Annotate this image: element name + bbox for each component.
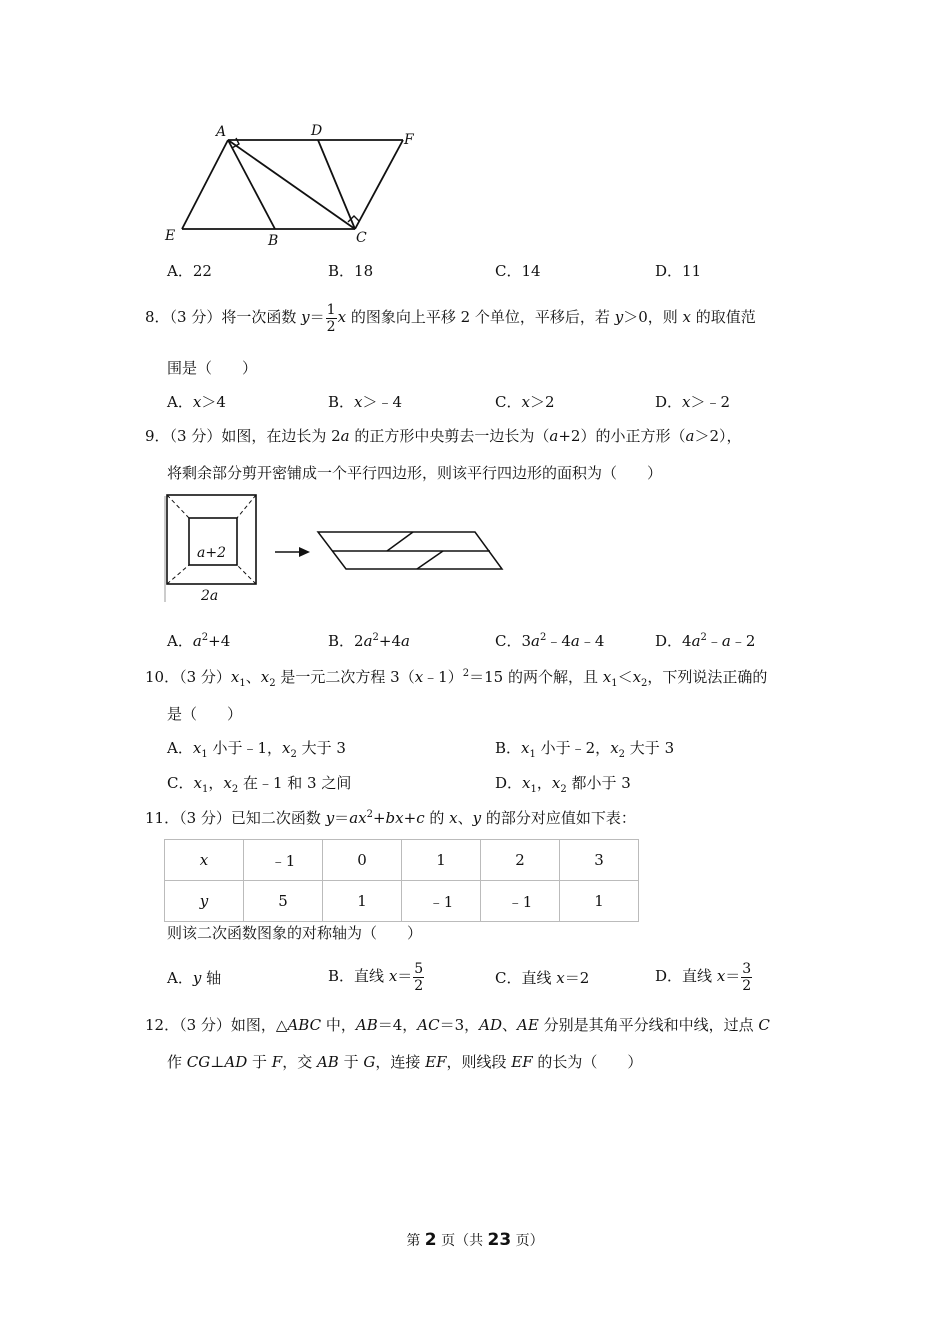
q11-line2: 则该二次函数图象的对称轴为（ ） (167, 924, 423, 942)
q7-option-d[interactable]: D．11 (655, 262, 702, 280)
q8-opt-var: x (682, 393, 691, 411)
q10-opt-text: $x_1$，$x_2$ 在﹣1 和 3 之间 (193, 774, 352, 795)
q8-score: （3 分） (169, 308, 222, 326)
table-cell: ﹣1 (481, 881, 560, 922)
footer-total: 23 (487, 1230, 512, 1250)
q10-line1 (145, 666, 767, 689)
q9-line2: 将剩余部分剪开密铺成一个平行四边形，则该平行四边形的面积为（ ） (167, 464, 663, 482)
q10-option-a[interactable] (167, 737, 346, 760)
q8-opt-letter: C． (495, 393, 522, 411)
q8-opt-rest: ＞﹣2 (690, 393, 731, 411)
table-cell: 5 (244, 881, 323, 922)
q8-func-var: y (301, 308, 310, 326)
q8-frac-num: 1 (326, 301, 336, 318)
q11-opt-fraction (413, 961, 424, 994)
q10-opt-text: $x_1$ 小于﹣2，$x_2$ 大于 3 (521, 739, 675, 760)
q9-option-c[interactable] (495, 630, 604, 651)
q11-opt-letter: A． (167, 969, 193, 987)
q9-opt-expr: $4a^2﹣a﹣2$ (682, 632, 756, 650)
q7-option-c[interactable]: C．14 (495, 262, 541, 280)
q9-option-d[interactable] (655, 630, 755, 651)
q11-line1 (145, 807, 636, 828)
q8-opt-letter: B． (328, 393, 355, 411)
q8-opt-var: x (521, 393, 530, 411)
footer-pre: 第 (406, 1233, 425, 1249)
q9-score: （3 分） (169, 427, 222, 445)
q11-opt-var: x (388, 967, 398, 985)
q9-opt-expr: $2a^2+4a$ (354, 632, 410, 650)
q8-cond: ＞0，则 (623, 308, 678, 326)
table-cell (165, 881, 244, 922)
q8-opt-letter: A． (167, 393, 193, 411)
q9-a1: a (340, 427, 350, 445)
q9-opt-letter: A． (167, 632, 193, 650)
q8-opt-rest: ＞2 (529, 393, 555, 411)
table-cell: 1 (402, 840, 481, 881)
label-A: A (216, 124, 227, 140)
q11-opt-letter: D． (655, 967, 683, 985)
label-D: D (311, 123, 323, 139)
q8-frac-den: 2 (326, 318, 336, 335)
footer-post: 页） (511, 1233, 544, 1249)
q11-opt-text: 直线 (521, 969, 557, 987)
q11-option-b[interactable] (328, 956, 425, 996)
q11-opt-eq: ＝2 (564, 969, 590, 987)
q11-frac-num: 3 (742, 960, 752, 977)
q10-option-b[interactable] (495, 737, 674, 760)
q11-opt-text: 轴 (201, 969, 222, 987)
q8-text3: 的取值范 (695, 308, 756, 326)
q11-opt-letter: C． (495, 969, 522, 987)
q10-opt-letter: C． (167, 774, 194, 792)
table-header-y: y (199, 892, 209, 910)
q8-x: x (337, 308, 347, 326)
q11-opt-text: 直线 (354, 967, 389, 985)
footer-mid: 页（共 (436, 1233, 488, 1249)
q8-line2: 围是（ ） (167, 359, 258, 377)
label-C: C (356, 230, 367, 246)
q12-text: 如图，△ABC 中，AB＝4，AC＝3，AD、AE 分别是其角平分线和中线，过点 C (230, 1016, 770, 1034)
q9-opt-letter: B． (328, 632, 355, 650)
q8-text: 将一次函数 (221, 308, 297, 326)
q11-frac-den: 2 (742, 977, 752, 994)
table-cell: 1 (560, 881, 639, 922)
table-cell: 3 (560, 840, 639, 881)
page-footer (0, 1230, 950, 1250)
q11-opt-letter: B． (328, 967, 355, 985)
footer-page: 2 (424, 1230, 437, 1250)
q12-line2 (167, 1051, 642, 1072)
table-header-x: x (199, 851, 209, 869)
q7-option-b[interactable]: B．18 (328, 262, 374, 280)
table-cell (165, 840, 244, 881)
q8-option-d[interactable] (655, 391, 730, 412)
q8-opt-rest: ＞4 (201, 393, 226, 411)
q10-option-d[interactable] (495, 772, 631, 795)
table-cell: ﹣1 (244, 840, 323, 881)
q9-opt-expr: $3a^2﹣4a﹣4$ (521, 632, 605, 650)
q8-opt-var: x (192, 393, 202, 411)
q11-option-d[interactable] (655, 956, 753, 996)
q11-opt-var: x (716, 967, 726, 985)
q11-opt-eq: ＝ (725, 967, 741, 985)
q9-text: 如图，在边长为 2 (221, 427, 341, 445)
q10-score: （3 分） (179, 668, 231, 686)
q9-line1 (145, 425, 741, 446)
value-table (164, 839, 639, 922)
q11-option-a[interactable] (167, 967, 221, 988)
q9-a3: a (685, 427, 695, 445)
q8-option-a[interactable] (167, 391, 226, 412)
q11-frac-num: 5 (414, 960, 424, 977)
q12-text2: 作 CG⊥AD 于 F，交 AB 于 G，连接 EF，则线段 EF 的长为（ ） (167, 1053, 643, 1071)
label-2a: 2a (201, 588, 219, 604)
q12-number: 12． (145, 1016, 180, 1034)
q9-text2: 的正方形中央剪去一边长为（ (349, 427, 550, 445)
q11-opt-text: 直线 (682, 967, 717, 985)
q11-frac-den: 2 (414, 977, 424, 994)
q9-text3: +2）的小正方形（ (558, 427, 686, 445)
table-cell: 2 (481, 840, 560, 881)
q10-option-c[interactable] (167, 772, 351, 795)
label-B: B (268, 233, 279, 249)
table-row (165, 840, 639, 881)
q12-score: （3 分） (179, 1016, 231, 1034)
q8-option-c[interactable] (495, 391, 555, 412)
label-F: F (404, 132, 414, 148)
q8-equals: ＝ (309, 308, 325, 326)
q10-line2: 是（ ） (167, 705, 243, 723)
q10-text: $x_1$、$x_2$ 是一元二次方程 3（x﹣1）$^2$＝15 的两个解，且 $x_1<x_2$，下列说法正确的 (230, 668, 768, 689)
q10-opt-letter: A． (167, 739, 193, 757)
q11-option-c[interactable] (495, 967, 589, 988)
q7-option-a[interactable]: A．22 (167, 262, 212, 280)
q10-number: 10． (145, 668, 180, 686)
q9-option-a[interactable] (167, 630, 230, 651)
table-cell: 0 (323, 840, 402, 881)
q8-cond-var: y (614, 308, 624, 326)
q9-text4: ＞2）， (694, 427, 742, 445)
table-cell: 1 (323, 881, 402, 922)
q9-number: 9． (145, 427, 170, 445)
table-cell: ﹣1 (402, 881, 481, 922)
label-E: E (165, 228, 176, 244)
parallelogram-figure (160, 118, 420, 250)
q9-option-b[interactable] (328, 630, 410, 651)
q10-opt-text: $x_1$ 小于﹣1，$x_2$ 大于 3 (192, 739, 346, 760)
square-to-parallelogram-figure (160, 490, 510, 608)
q8-number: 8． (145, 308, 170, 326)
q8-option-b[interactable] (328, 391, 402, 412)
q11-opt-fraction (741, 961, 752, 994)
q11-opt-var: x (556, 969, 565, 987)
q11-opt-var: y (192, 969, 202, 987)
q12-line1 (145, 1014, 770, 1035)
q10-opt-letter: D． (495, 774, 523, 792)
q8-text2: 的图象向上平移 2 个单位，平移后，若 (350, 308, 610, 326)
q10-opt-letter: B． (495, 739, 522, 757)
q8-fraction (326, 302, 337, 335)
q11-score: （3 分） (179, 809, 231, 827)
q10-opt-text: $x_1$，$x_2$ 都小于 3 (522, 774, 631, 795)
label-a-plus-2: a+2 (197, 545, 226, 561)
q9-opt-letter: D． (655, 632, 683, 650)
q11-opt-eq: ＝ (397, 967, 413, 985)
q9-a2: a (549, 427, 559, 445)
q8-line1 (145, 300, 756, 335)
q9-opt-letter: C． (495, 632, 522, 650)
q8-opt-letter: D． (655, 393, 683, 411)
q8-opt-var: x (354, 393, 363, 411)
q9-opt-expr: $a^2+4$ (192, 632, 231, 650)
q11-text: 已知二次函数 $y=ax^2+bx+c$ 的 x、y 的部分对应值如下表： (230, 809, 636, 827)
q11-number: 11． (145, 809, 180, 827)
table-row (165, 881, 639, 922)
q8-x2: x (682, 308, 691, 326)
q8-opt-rest: ＞﹣4 (362, 393, 403, 411)
